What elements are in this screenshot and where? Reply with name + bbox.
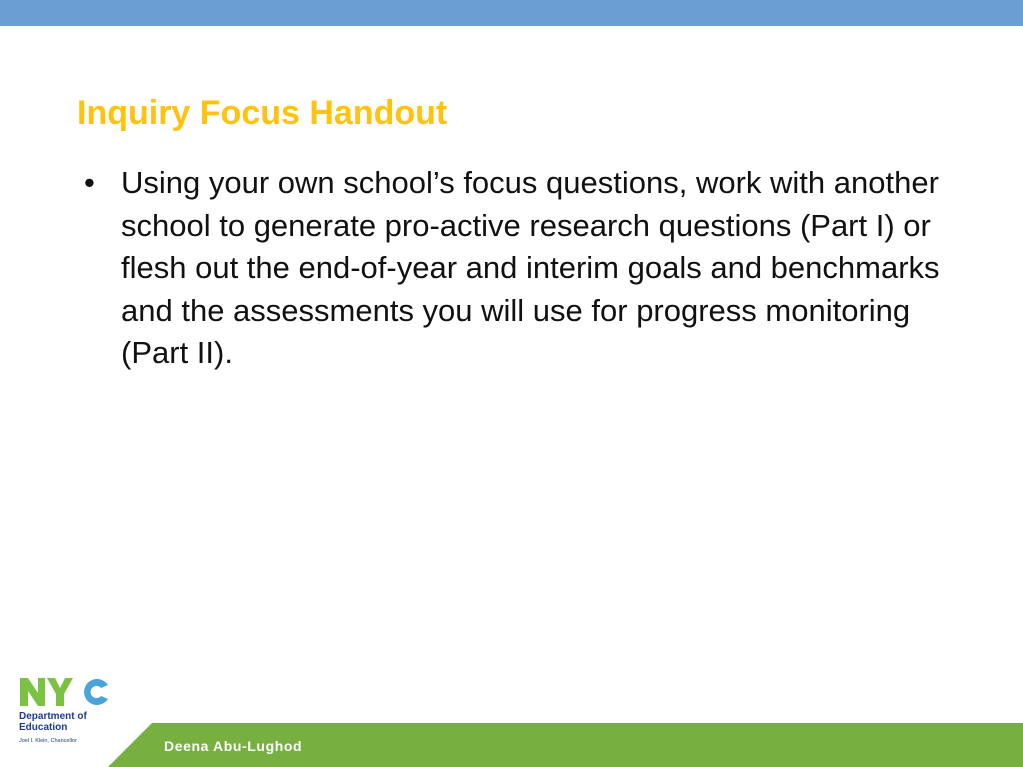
bullet-list: [84, 162, 984, 375]
footer-presenter: Deena Abu-Lughod: [164, 738, 303, 754]
bullet-text: Using your own school’s focus questions, work with another school to generate pro-active research questions (Part I) or flesh out the end-of-year and interim goals and benchmarks and the assessments you will use for progress monitoring (Part II).: [121, 165, 940, 370]
slide-title: Inquiry Focus Handout: [77, 94, 448, 132]
bullet-marker: •: [84, 165, 95, 200]
top-accent-bar: [0, 0, 1023, 26]
bullet-item: [84, 162, 984, 375]
logo-chancellor: Joel I. Klein, Chancellor: [19, 738, 77, 744]
nyc-doe-logo: [18, 674, 128, 754]
logo-department: Department of Education: [19, 711, 87, 733]
nyc-wordmark-logo: [18, 674, 118, 710]
